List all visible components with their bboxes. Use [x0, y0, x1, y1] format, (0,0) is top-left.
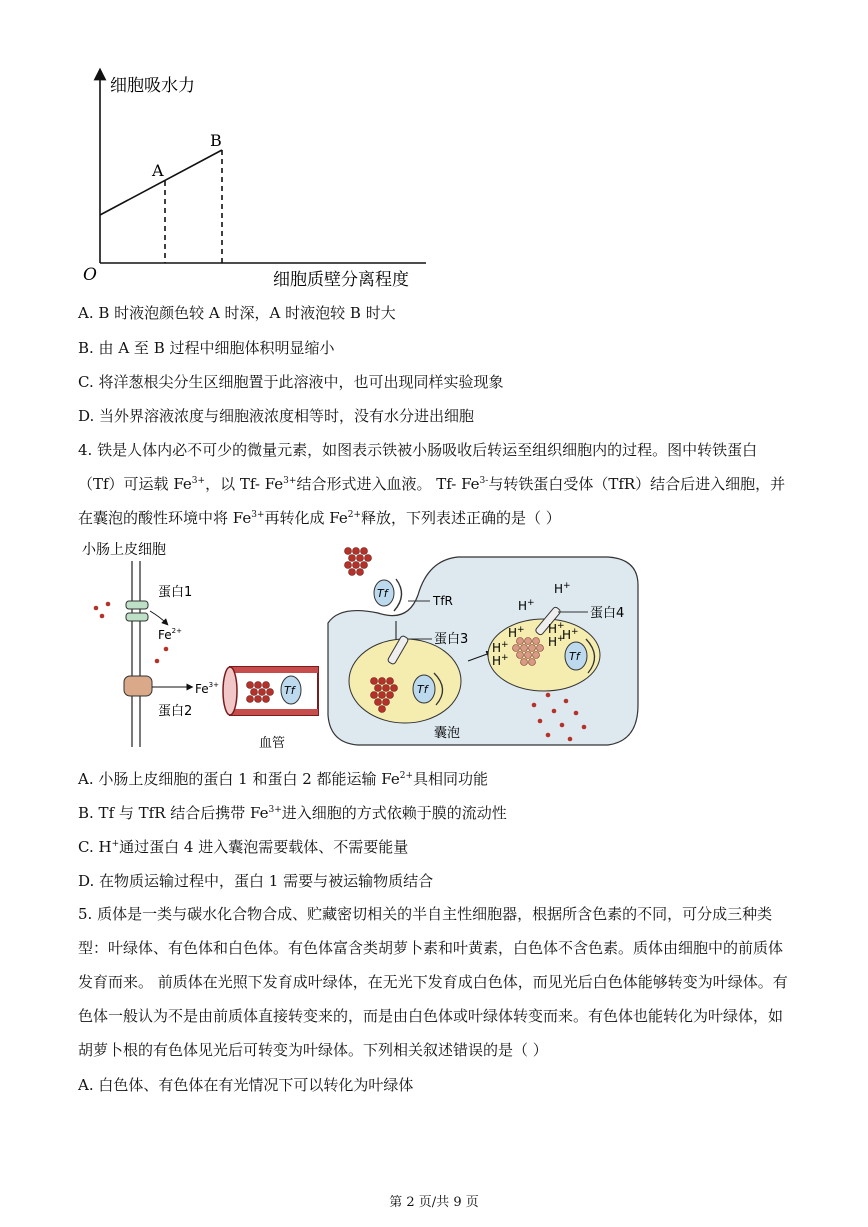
- iron-transport-diagram: [78, 535, 648, 755]
- svg-text:H+: H+: [554, 581, 571, 596]
- q3-option-d: D. 当外界溶液浓度与细胞液浓度相等时，没有水分进出细胞: [78, 407, 475, 425]
- vesicle-1: [349, 639, 461, 723]
- svg-text:H+: H+: [492, 640, 509, 655]
- protein4-label: 蛋白4: [590, 606, 625, 621]
- vesicle-label: 囊泡: [434, 726, 461, 741]
- point-b-label: B: [210, 131, 222, 150]
- svg-text:H+: H+: [492, 653, 509, 668]
- protein2: [124, 676, 152, 696]
- top-tf-label: Tf: [377, 587, 388, 600]
- page-footer: 第 2 页/共 9 页: [389, 1195, 479, 1210]
- blood-vessel-label: 血管: [259, 736, 286, 751]
- q4-stem-line2: （Tf）可运载 $Fe^{3+}$，以 Tf- $Fe^{3+}$结合形式进入血液。 Tf- $Fe^{3-}$与转铁蛋白受体（TfR）结合后进入细胞，并: [78, 475, 786, 493]
- absorption-graph: [78, 66, 438, 296]
- svg-text:H+: H+: [518, 598, 535, 613]
- protein3-label: 蛋白3: [434, 632, 469, 647]
- x-axis-label: 细胞质壁分离程度: [273, 270, 409, 290]
- intestine-membrane: [132, 561, 140, 747]
- cell-iron-dots: [155, 647, 169, 664]
- q4-stem-line3: 在囊泡的酸性环境中将 $Fe^{3+}$再转化成 $Fe^{2+}$释放，下列表述正确的是（ ）: [78, 509, 561, 527]
- svg-text:H+: H+: [508, 625, 525, 640]
- protein1-label: 蛋白1: [158, 585, 193, 600]
- tfr-label: TfR: [433, 594, 453, 608]
- y-axis-label: 细胞吸水力: [110, 76, 195, 96]
- protein1-arrow: [150, 611, 166, 623]
- svg-text:H+: H+: [548, 634, 565, 649]
- q4-option-a: A. 小肠上皮细胞的蛋白 1 和蛋白 2 都能运输 $Fe^{2+}$具相同功能: [78, 770, 489, 788]
- vessel-tf-label: Tf: [284, 684, 295, 697]
- vessel-iron-cluster: [247, 682, 274, 703]
- q5-stem: 5. 质体是一类与碳水化合物合成、贮藏密切相关的半自主性细胞器，根据所含色素的不同，可分成三种类型：叶绿体、有色体和白色体。有色体富含类胡萝卜素和叶黄素，白色体不含色素。质体由细胞中的前质体发育而来。 前质体在光照下发育成叶绿体，在无光下发育成白色体，而见光后白色体能够转变为叶绿体。有色体一般认为不是由前质体直接转变来的，而是由白色体或叶绿体转变而来。有色体也能转化为叶绿体，如胡萝卜根的有色体见光后可转变为叶绿体。下列相关叙述错误的是（ ）: [78, 905, 788, 1059]
- q3-option-b: B. 由 A 至 B 过程中细胞体积明显缩小: [78, 339, 335, 357]
- vesicle1-tf-label: Tf: [417, 683, 428, 696]
- point-a-label: A: [152, 161, 164, 180]
- q4-stem-line1: 4. 铁是人体内必不可少的微量元素，如图表示铁被小肠吸收后转运至组织细胞内的过程。图中转铁蛋白: [78, 441, 758, 459]
- tfr-receptor: [394, 579, 402, 611]
- q3-option-a: A. B 时液泡颜色较 A 时深，A 时液泡较 B 时大: [78, 304, 396, 322]
- protein1-channel: [126, 601, 148, 621]
- svg-text:H+: H+: [548, 621, 565, 636]
- intestine-cell-label: 小肠上皮细胞: [82, 542, 166, 558]
- vesicle2-tf-label: Tf: [569, 650, 580, 663]
- q4-option-b: B. Tf 与 TfR 结合后携带 $Fe^{3+}$进入细胞的方式依赖于膜的流动性: [78, 804, 507, 822]
- fe3-label: $Fe^{3+}$: [195, 681, 219, 696]
- q5-option-a: A. 白色体、有色体在有光情况下可以转化为叶绿体: [78, 1076, 414, 1094]
- protein2-label: 蛋白2: [158, 704, 193, 719]
- q4-option-c: C. H+通过蛋白 4 进入囊泡需要载体、不需要能量: [78, 838, 409, 856]
- svg-text:H+: H+: [562, 627, 579, 642]
- q3-option-c: C. 将洋葱根尖分生区细胞置于此溶液中，也可出现同样实验现象: [78, 373, 504, 391]
- q4-option-d: D. 在物质运输过程中，蛋白 1 需要与被运输物质结合: [78, 872, 434, 890]
- fe2-label: $Fe^{2+}$: [158, 627, 182, 642]
- curve-line: [100, 150, 222, 215]
- top-iron-cluster: [345, 548, 372, 576]
- lumen-iron-dots: [94, 602, 111, 619]
- origin-label: O: [83, 265, 97, 285]
